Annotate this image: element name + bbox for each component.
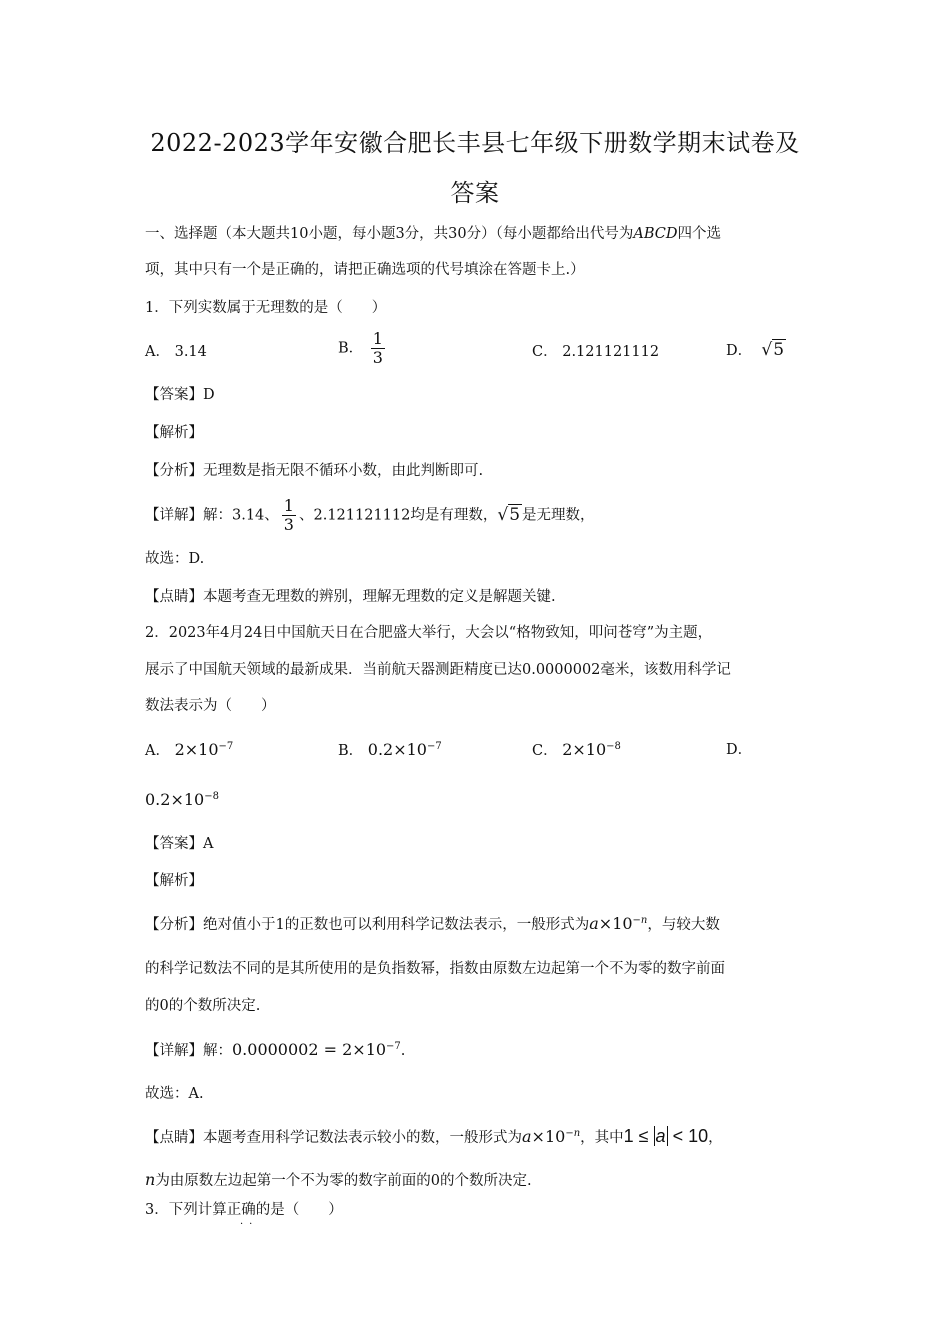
q2-answer: 【答案】A xyxy=(145,836,214,852)
q1-option-c: C． 2.121121112 xyxy=(532,344,660,360)
q2-fenxi-line3: 的0的个数所决定. xyxy=(145,998,261,1014)
section-instructions-line1: 一、选择题（本大题共10小题，每小题3分，共30分）（每小题都给出代号为ABCD四个选 xyxy=(145,226,721,242)
fraction: $\frac{1}{3}$ xyxy=(283,496,294,534)
q2-option-d-label: D． xyxy=(726,742,753,758)
q1-detail: 【详解】解：3.14、 $\frac{1}{3}$ 、2.121121112均是有理数，√5 是无理数， xyxy=(145,496,595,534)
q2-choose: 故选：A. xyxy=(145,1086,204,1102)
q2-stem-line1: 2．2023年4月24日中国航天日在合肥盛大举行，大会以“格物致知，叩问苍穹”为主题， xyxy=(145,625,713,641)
emphasis-dots: ·· xyxy=(240,1219,259,1230)
q1-answer: 【答案】D xyxy=(145,387,215,403)
option-code-abcd: ABCD xyxy=(633,226,678,242)
q2-option-c: C． $2\times 10^{-8}$ xyxy=(532,740,621,759)
q1-fenxi: 【分析】无理数是指无限不循环小数，由此判断即可. xyxy=(145,463,484,479)
q1-stem: 1．下列实数属于无理数的是（ ） xyxy=(145,300,387,316)
square-root: √5 xyxy=(497,504,521,525)
q2-stem-line2: 展示了中国航天领域的最新成果．当前航天器测距精度已达0.0000002毫米，该数用科学记 xyxy=(145,662,731,678)
q1-option-d: D． √5 xyxy=(726,340,785,360)
q3-stem: 3．下列计算正确的是（ ） xyxy=(145,1202,343,1218)
q2-dianjing-line2: n为由原数左边起第一个不为零的数字前面的0的个数所决定. xyxy=(145,1170,532,1189)
q2-fenxi-line1: 【分析】绝对值小于1的正数也可以利用科学记数法表示，一般形式为$a\times 10^{-n}$，与较大数 xyxy=(145,914,720,933)
absolute-value: a xyxy=(655,1126,666,1146)
q2-detail: 【详解】解：$0.0000002 = 2\times 10^{-7}$. xyxy=(145,1040,406,1059)
q2-fenxi-line2: 的科学记数法不同的是其所使用的是负指数幂，指数由原数左边起第一个不为零的数字前面 xyxy=(145,961,725,977)
q1-dianjing: 【点睛】本题考查无理数的辨别，理解无理数的定义是解题关键. xyxy=(145,589,556,605)
fraction: $\frac{1}{3}$ xyxy=(372,329,383,367)
q1-choose: 故选：D. xyxy=(145,551,205,567)
doc-title-line2: 答案 xyxy=(450,179,500,207)
q2-option-a: A． $2\times 10^{-7}$ xyxy=(145,740,234,759)
q2-stem-line3: 数法表示为（ ） xyxy=(145,698,276,714)
q2-option-b: B． $0.2\times 10^{-7}$ xyxy=(338,740,442,759)
q2-option-d: $0.2\times 10^{-8}$ xyxy=(145,790,219,809)
section-instructions-line2: 项，其中只有一个是正确的，请把正确选项的代号填涂在答题卡上.） xyxy=(145,262,585,278)
q1-analysis-heading: 【解析】 xyxy=(145,425,203,441)
q1-option-b: B． $\frac{1}{3}$ xyxy=(338,329,383,367)
q2-analysis-heading: 【解析】 xyxy=(145,873,203,889)
q1-option-a: A． 3.14 xyxy=(145,344,207,360)
square-root: √5 xyxy=(761,340,785,360)
q2-dianjing-line1: 【点睛】本题考查用科学记数法表示较小的数，一般形式为$a\times 10^{-n}$，其中1 ≤ a < 10， xyxy=(145,1126,723,1146)
doc-title-line1: 2022-2023学年安徽合肥长丰县七年级下册数学期末试卷及 xyxy=(150,129,800,157)
